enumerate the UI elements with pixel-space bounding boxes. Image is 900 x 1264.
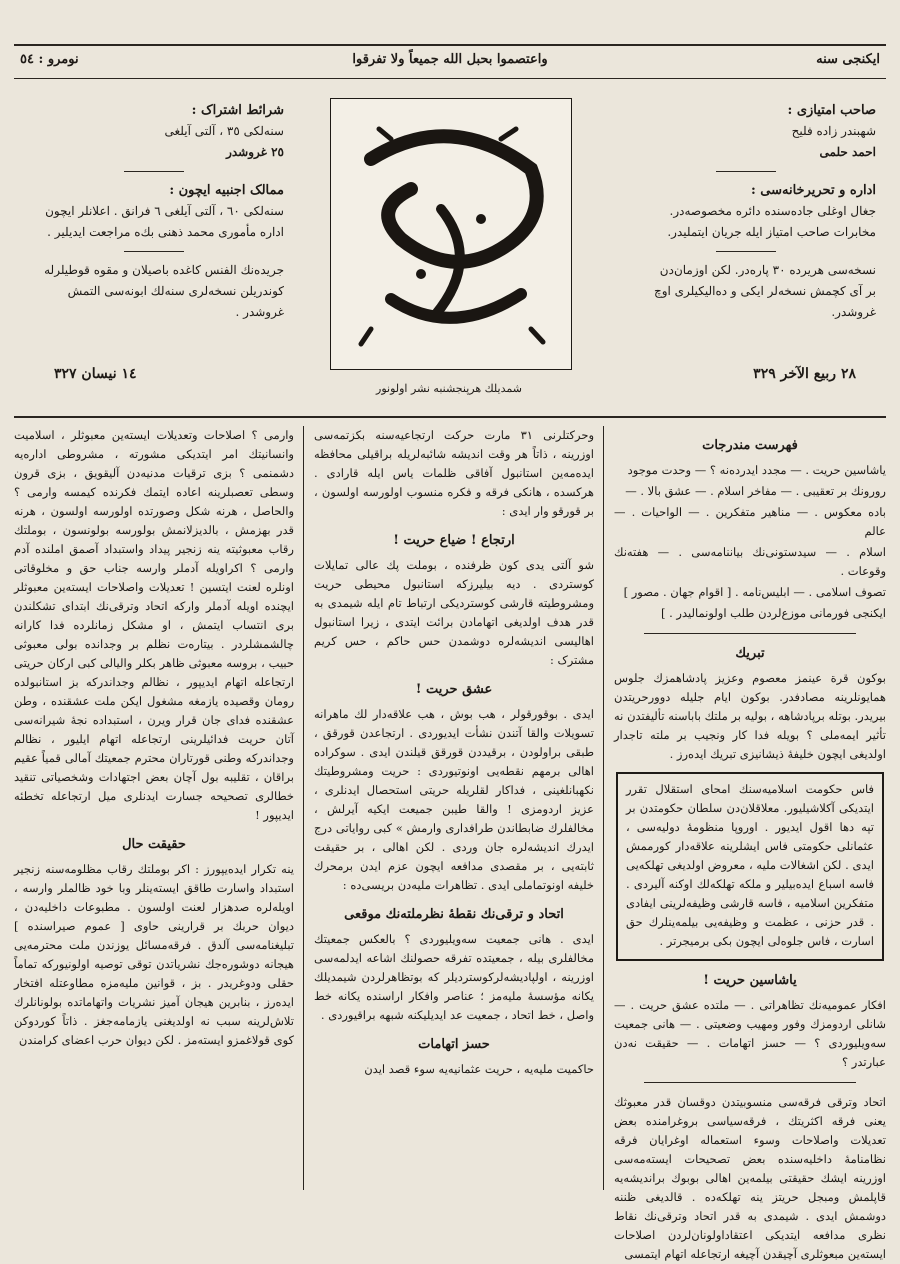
union-article-text: اتحاد وترقی فرقه‌سی منسوبیتدن دوقسان قدر معبوثك یعنی فرقه اکثریتك ، فرقه‌سیاسی بروغرامنده بعض تعدیلات واصلاحات وسوء استعماله اوغرایان فرقه نظامنامهٔ داخلیه‌سنده بعض تصحیحات ایسته‌مه‌سی اوزرینه ایشك حقیقتی بیلمه‌ین اهالی بوبوك براندیشه‌یه قاپلمش ومبجل حریتز ینه تهلکه‌ده . قالدیغی ظننه دوشمش ایدی . شیمدی به قدر اتحاد وترقی‌نك نقاط نظری مدافعه ایتدیکی اعتقاداولونان‌لردن اصلاحات ایسته‌ین مبعوثلری آچیقدن آچیغه ارتجاعله اتهام ایتمسی (614, 1095, 886, 1261)
toc-line: اسلام . — سیدستونی‌نك بیاننامه‌سی . — هفته‌نك وقوعات . (614, 545, 886, 578)
fez-notice-text: فاس حکومت اسلامیه‌سنك امحای استقلال تقرر ایتدیکی آکلاشیلیور. معلاقلان‌دن سلطان حکومتدن بر تپه دها اقول ایدیور . اوروپا منظومهٔ دولیه‌سی ، عثمانلی حکومتی فاس ایشلرینه علاقه‌دار کورممش ایدی . لکن اشغالات ملیه ، معروض اولدیغی تهلکه‌یی فاسه اسباع ایده‌بیلیر و ملکه تهلکه‌لك اوکنه آلیردی . متفکرین اسلامیه ، فاسه قارشی وظیفه‌لرینی ایفادی . قدر حزنی ، عظمت و وظیفه‌یی بیلمه‌ینلرك حق اسارت ، فاس جلوه‌لی ایچون بکی برمیجرتر . (626, 782, 874, 948)
column-middle (314, 426, 594, 1190)
masthead (14, 80, 886, 410)
divider (644, 633, 856, 634)
toc-line: باده معکوس . — مناهیر متفکرین . — الواحیات . — عالم (614, 505, 886, 538)
owner-name: احمد حلمی (819, 145, 876, 159)
divider (716, 251, 776, 252)
divider (124, 251, 184, 252)
volume-year: ایکنجی سنه (816, 52, 880, 67)
congrats-heading: تبریك (735, 646, 765, 661)
article-text: وارمی ؟ اصلاحات وتعدیلات ایسته‌ین معبوثلر ، اسلامیت وانسانیتك امر ایتدیکی مشورته ، مشروطی اداره‌یه دشمنمی ؟ بزی ترقیات مدنیه‌دن آلیقویق ، بزی قرون وسطی تعصبلرینه اعاده ایتمك فکرنده کیمسه وارمی ؟ والحاصل ، هرنه شکل وصورتده اولورسه اولسون ، هرنه قدر بهزمش ، بالدیزلانمش بولورسه بولونسون ، بوملتك رقاب معبوثیته ینه زنجیر پیداد واستبداد آصمق املنده آدم وارمی ؟ اکراویله آدملر وارسه جناب حق و مخلوقاتی اونلره لعنت ایتسین ! تعدیلات واصلاحات ایسته‌ین معبوثلر ایچنده اویله آدملر وارکه اتحاد وترقی‌نك ابتدای تشکلندن بری انتساب ایتمش ، او مشکل زمانلرده فدا کارانه چالشمشلردر . بیتاره‌ت نظلم بر وجدانده بولی معبوثی حبیب ، بروسه معبوثی ظاهر بکلر والیالی کبی ارکان حریتی ارتجاعله اتهام ایدیپور ، نظالم وجداندرکه بز استانبولده رومان وقصیده یازمغه مشغول ایکن ملت عشقنده ، وطن عشقنده فدای جان قرار ویرن ، استبداده نجهٔ شیرانه‌سی آتان حریت فدائیلرینی ارتجاعله اتهام ایلیور ، نظالم وجداندرکه وطنی قورتاران محترم جمعیتك آمالی قمیاً عقیم براقان ، تقلیبه بول آچان بعض اجتهادات وشخصیاتی تنقید خطالری تصحیحه جسارت ایدنلری میل ارتجاعله تخطئه ایدیپور ! (14, 428, 294, 822)
column-left (14, 426, 294, 1190)
foreign-line: اداره مأمورى محمد ذهنی بك‌ه مراجعت ایدیلیر . (47, 225, 284, 239)
section-heading: حقیقت حال (122, 837, 186, 852)
price-line: نسخه‌سی هریرده ٣٠ پاره‌در. لکن اوزمان‌دن (659, 263, 876, 277)
divider (124, 171, 184, 172)
toc-line: یاشاسین حریت . — مجدد ایدرده‌نه ؟ — وحدت موجود (627, 463, 886, 477)
section-heading: عشق حریت ! (415, 682, 493, 697)
long-live-heading: یاشاسین حریت ! (703, 973, 797, 988)
masthead-info-right (616, 100, 876, 323)
toc-line: ایکنجی فورمانی موزع‌لردن طلب اولونمالیدر . ] (660, 606, 886, 620)
column-rule (303, 426, 304, 1190)
section-heading: اتحاد و ترقی‌نك نقطهٔ نظرملته‌نك موقعی (344, 907, 564, 922)
toc-heading: فهرست مندرجات (702, 438, 798, 453)
foreign-label: ممالک اجنبیه ایچون : (169, 183, 284, 198)
calligraphy-logo-icon (331, 99, 571, 369)
owner-label: صاحب امتیازی : (787, 103, 876, 118)
article-text: ینه تکرار ایده‌یپورز : اکر بوملتك رقاب مظلومه‌سنه زنجیر استبداد واسارت طاقق ایسته‌ینلر وبا خود ظالملر وارسه ، اویله‌لره صدهزار لعنت اولسون . مطبوعات داخلیه‌دن ، دیوان حربك بر قرارینی حاوی [ عموم صیراسنده ] تبلیغنامه‌سی آلدق . فرقه‌مسائل یوزندن ملت محترمه‌یی هیجانه دوشوره‌جك نشریاتدن توقی توصیه اولونیورکه تماماً حقلی ودوغریدر . بز ، قوانین ملیه‌مزه مطاوعتله افتخار ایده‌رز ، بنابرین هیجان آمیز نشریات واتهاماتده بولونانلرك تلاش‌لرینه سبب نه اولدیغنی یازمامه‌جغز . ذاتاً کوردوکن کوی قولاغمزو ایسته‌مز . لکن دیوان حرب اعضای کرامندن (14, 862, 294, 1047)
fez-notice-box (616, 772, 884, 961)
section-heading: حسز اتهامات (418, 1037, 490, 1052)
divider (644, 1082, 856, 1083)
masthead-top-strip (14, 44, 886, 79)
issue-number: نومرو : ٥٤ (20, 52, 79, 67)
toc-line: رورونك بر تعقیبی . — مفاخر اسلام . — عشق بالا . — (625, 484, 886, 498)
office-label: اداره و تحریرخانه‌سی : (750, 183, 876, 198)
article-text: شو آلتی یدی کون ظرفنده ، بوملت پك عالی تمایلات کوستردی . دیه بیلیرزکه استانبول محیطی حریت ومشروطیته قارشی کوستردیکی ارتباط تام ایله شیمدی به قدر هدف اولدیغی اتهامادن برائت ایتدی ، زیرا استانبول اهالیسی اندیشه‌لره دوشمدن حس حاکم ، حس کریم مشترک : (314, 558, 594, 667)
subscription-line: ٢٥ غروشدر (226, 145, 284, 159)
section-heading: ارتجاع ! ضیاع حریت ! (393, 533, 515, 548)
office-line: جغال اوغلی جاده‌سنده دائره مخصوصه‌در. (669, 204, 876, 218)
price-line: غروشدر. (831, 305, 876, 319)
title-logo (330, 98, 572, 370)
masthead-motto: واعتصموا بحبل الله جمیعاً ولا تفرقوا (352, 52, 548, 67)
column-rule (603, 426, 604, 1190)
notice-line: کوندریلن نسخه‌لری سنه‌لك ابونه‌سی التمش (67, 284, 284, 298)
article-text: وحرکتلرنی ٣١ مارت حرکت ارتجاعیه‌سنه بکزتمه‌سی اوزرینه ، ذاتاً هر وقت اندیشه شائبه‌لریله براقیلی محافظه ایده‌مه‌ین استانبول آفاقی ظلمات یاس ایله قارادی . هرکسده ، هانکی فرقه و فکره منسوب اولورسه اولسون ، بر قورقو وار ایدی : (314, 428, 594, 518)
article-text: ایدی . بوقورقولر ، هب بوش ، هب علاقه‌دار لك ماهرانه تسویلات والقا آتندن نشأت ایدیوردی . ارتجاعدن قورقق ، طبقی براولودن ، برقیددن قورقق قیلندن ایدی . سوکراده اهالی برمهم نقطه‌یی اونوتیوردی : حریت ومشروطیتك نکهبانلغینی ، فداکار لقلریله حریتی استحصال ایدنلری ، عزیز اردومزی ! والقا طیبن جمیعت ایکیه آیرلش ، مخالفلرك ضابطاندن طرافداری وارمش » کبی روایاتی درج ایدرك اندیشه‌لره جان وردی . لکن اهالی ، بر حقیقت ثابته‌یی ، بر مقصدی مدافعه ایچون عزم ایدن برمحرك خلیفه اونوتماملی ایدی . تظاهرات ملیه‌دن بریسی‌ده : (314, 707, 594, 892)
long-live-summary: افکار عمومیه‌نك تظاهراتی . — ملتده عشق حریت . — شانلی اردومزك وفور ومهیب وضعیتی . — هانی جمعیت سه‌ویلیوردی ؟ — حسز اتهامات . — حقیقت نه‌دن عبارتدر ؟ (614, 998, 886, 1069)
office-line: مخابرات صاحب امتیاز ایله جریان ایتملیدر. (667, 225, 876, 239)
subscription-line: سنه‌لکی ٣٥ ، آلتی آیلغی (164, 124, 284, 138)
owner-line: شهبندر زاده فلیح (791, 124, 876, 138)
article-text: ایدی . هانی جمعیت سه‌ویلیوردی ؟ بالعکس جمعیتك مخالفلری بیله ، جمعیتده تفرقه حصولنك اشاعه ایدلمه‌سی اوزرینه ، اولپادیشه‌لرکوستردیلر که بوتظاهرلردن شیمدیلك یکانه مؤسسهٔ ملیه‌مز ؛ عناصر وافکار ارا‌سنده یکانه خط واصل ، خط اتحاد ، جمعیت عد ایدیلیکنه شبهه براقیوردی . (314, 932, 594, 1022)
masthead-bottom-rule (14, 416, 886, 418)
rumi-date: ١٤ نیسان ٣٢٧ (54, 366, 137, 382)
article-text: حاکمیت ملیه‌یه ، حریت عثمانیه‌یه سوء قصد ایدن (364, 1062, 594, 1076)
divider (716, 171, 776, 172)
notice-line: جریده‌نك الفنس کاغده باصیلان و مقوه قوطیلرله (44, 263, 284, 277)
foreign-line: سنه‌لکی ٦٠ ، آلتی آیلغی ٦ فرانق . اعلانلر ایچون (45, 204, 284, 218)
newspaper-page (14, 10, 886, 1261)
toc-line: تصوف اسلامی . — ابلیس‌نامه . [ اقوام جهان . مصور ] (623, 585, 886, 599)
price-line: بر آی کچمش نسخه‌لر ایکی و ده‌الیکیلری اوچ (653, 284, 876, 298)
publication-schedule: شمدیلك هرپنجشنبه نشر اولونور (376, 382, 522, 395)
congrats-text: بوکون قرة عینمز معصوم وعزیز پادشاهمزك جلوس همایونلرینه مصادفدر. بوکون ایام جلیله دوورحریتدن بیریدر. بوتله برپادشاهه ، بولیه بر ملتك باباسنه تألیفتدن نه تأثیر ایمه‌ملی ؟ بویله فدا کار ونجیب بر ملته تاجدار اولدیغی ایچون خلیفهٔ ذیشانیزی تبریك ایده‌رز . (614, 671, 886, 761)
masthead-info-left (24, 100, 284, 323)
subscription-label: شرائط اشتراک : (191, 103, 284, 118)
notice-line: غروشدر . (235, 305, 284, 319)
article-columns (14, 426, 886, 1261)
column-right (614, 426, 886, 1261)
hijri-date: ٢٨ ربیع الآخر ٣٢٩ (753, 366, 856, 382)
